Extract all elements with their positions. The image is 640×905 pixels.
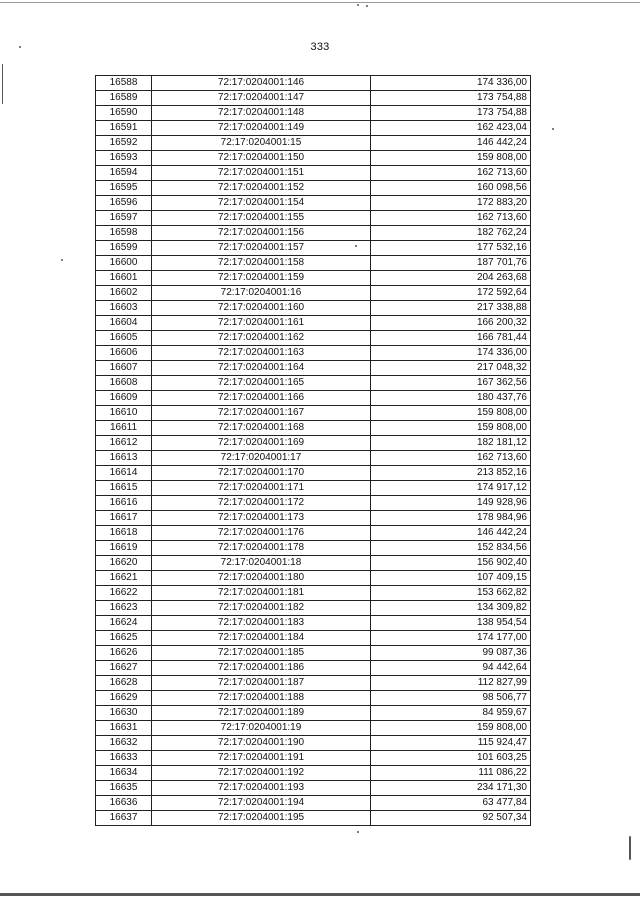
table-row	[96, 661, 531, 676]
cadastral-number-cell: 72:17:0204001:168	[152, 421, 371, 436]
cadastral-number-cell: 72:17:0204001:159	[152, 271, 371, 286]
record-number-cell: 16628	[96, 676, 152, 691]
record-number-cell: 16633	[96, 751, 152, 766]
page-number: 333	[310, 41, 330, 53]
scan-speck	[366, 5, 368, 7]
table-row	[96, 361, 531, 376]
value-cell: 156 902,40	[371, 556, 531, 571]
cadastral-number-cell: 72:17:0204001:169	[152, 436, 371, 451]
value-cell: 174 336,00	[371, 346, 531, 361]
cadastral-number-cell: 72:17:0204001:166	[152, 391, 371, 406]
table-row	[96, 541, 531, 556]
record-number-cell: 16632	[96, 736, 152, 751]
table-row	[96, 496, 531, 511]
value-cell: 177 532,16	[371, 241, 531, 256]
value-cell: 162 713,60	[371, 451, 531, 466]
record-number-cell: 16608	[96, 376, 152, 391]
value-cell: 162 713,60	[371, 166, 531, 181]
table-row	[96, 151, 531, 166]
table-row	[96, 226, 531, 241]
value-cell: 167 362,56	[371, 376, 531, 391]
record-number-cell: 16599	[96, 241, 152, 256]
cadastral-number-cell: 72:17:0204001:154	[152, 196, 371, 211]
table-row	[96, 376, 531, 391]
table-row	[96, 526, 531, 541]
record-number-cell: 16607	[96, 361, 152, 376]
scan-speck	[19, 46, 21, 48]
table-row	[96, 736, 531, 751]
record-number-cell: 16613	[96, 451, 152, 466]
value-cell: 172 883,20	[371, 196, 531, 211]
value-cell: 173 754,88	[371, 106, 531, 121]
cadastral-number-cell: 72:17:0204001:181	[152, 586, 371, 601]
table-row	[96, 421, 531, 436]
record-number-cell: 16604	[96, 316, 152, 331]
value-cell: 174 336,00	[371, 76, 531, 91]
scan-speck	[2, 64, 3, 104]
cadastral-number-cell: 72:17:0204001:158	[152, 256, 371, 271]
cadastral-number-cell: 72:17:0204001:171	[152, 481, 371, 496]
record-number-cell: 16595	[96, 181, 152, 196]
record-number-cell: 16609	[96, 391, 152, 406]
cadastral-number-cell: 72:17:0204001:164	[152, 361, 371, 376]
cadastral-number-cell: 72:17:0204001:183	[152, 616, 371, 631]
scan-speck	[357, 4, 359, 6]
record-number-cell: 16622	[96, 586, 152, 601]
table-row	[96, 676, 531, 691]
record-number-cell: 16636	[96, 796, 152, 811]
value-cell: 162 423,04	[371, 121, 531, 136]
value-cell: 115 924,47	[371, 736, 531, 751]
cadastral-number-cell: 72:17:0204001:160	[152, 301, 371, 316]
table-row	[96, 646, 531, 661]
table-row	[96, 211, 531, 226]
value-cell: 99 087,36	[371, 646, 531, 661]
scan-bottom-edge	[0, 893, 640, 896]
record-number-cell: 16627	[96, 661, 152, 676]
value-cell: 217 048,32	[371, 361, 531, 376]
table-row	[96, 586, 531, 601]
cadastral-number-cell: 72:17:0204001:194	[152, 796, 371, 811]
record-number-cell: 16619	[96, 541, 152, 556]
record-number-cell: 16626	[96, 646, 152, 661]
record-number-cell: 16617	[96, 511, 152, 526]
value-cell: 159 808,00	[371, 421, 531, 436]
record-number-cell: 16603	[96, 301, 152, 316]
table-row	[96, 811, 531, 826]
record-number-cell: 16596	[96, 196, 152, 211]
value-cell: 107 409,15	[371, 571, 531, 586]
value-cell: 138 954,54	[371, 616, 531, 631]
record-number-cell: 16600	[96, 256, 152, 271]
value-cell: 166 200,32	[371, 316, 531, 331]
record-number-cell: 16606	[96, 346, 152, 361]
cadastral-number-cell: 72:17:0204001:156	[152, 226, 371, 241]
record-number-cell: 16589	[96, 91, 152, 106]
cadastral-number-cell: 72:17:0204001:176	[152, 526, 371, 541]
scan-speck	[357, 831, 359, 833]
table-row	[96, 751, 531, 766]
value-cell: 159 808,00	[371, 721, 531, 736]
value-cell: 94 442,64	[371, 661, 531, 676]
cadastral-number-cell: 72:17:0204001:178	[152, 541, 371, 556]
value-cell: 162 713,60	[371, 211, 531, 226]
scan-top-edge	[0, 2, 640, 3]
cadastral-number-cell: 72:17:0204001:16	[152, 286, 371, 301]
table-row	[96, 346, 531, 361]
record-number-cell: 16625	[96, 631, 152, 646]
table-row	[96, 766, 531, 781]
record-number-cell: 16620	[96, 556, 152, 571]
value-cell: 234 171,30	[371, 781, 531, 796]
value-cell: 159 808,00	[371, 406, 531, 421]
table-row	[96, 331, 531, 346]
table-row	[96, 181, 531, 196]
record-number-cell: 16634	[96, 766, 152, 781]
table-row	[96, 391, 531, 406]
cadastral-number-cell: 72:17:0204001:172	[152, 496, 371, 511]
value-cell: 217 338,88	[371, 301, 531, 316]
cadastral-number-cell: 72:17:0204001:188	[152, 691, 371, 706]
cadastral-number-cell: 72:17:0204001:190	[152, 736, 371, 751]
record-number-cell: 16588	[96, 76, 152, 91]
value-cell: 182 762,24	[371, 226, 531, 241]
table-row	[96, 406, 531, 421]
value-cell: 178 984,96	[371, 511, 531, 526]
cadastral-number-cell: 72:17:0204001:184	[152, 631, 371, 646]
record-number-cell: 16612	[96, 436, 152, 451]
value-cell: 92 507,34	[371, 811, 531, 826]
table-row	[96, 121, 531, 136]
scan-speck	[629, 836, 631, 860]
cadastral-number-cell: 72:17:0204001:19	[152, 721, 371, 736]
cadastral-number-cell: 72:17:0204001:192	[152, 766, 371, 781]
table-row	[96, 796, 531, 811]
value-cell: 146 442,24	[371, 136, 531, 151]
cadastral-number-cell: 72:17:0204001:147	[152, 91, 371, 106]
cadastral-number-cell: 72:17:0204001:195	[152, 811, 371, 826]
record-number-cell: 16601	[96, 271, 152, 286]
table-row	[96, 481, 531, 496]
value-cell: 153 662,82	[371, 586, 531, 601]
table-row	[96, 286, 531, 301]
cadastral-number-cell: 72:17:0204001:152	[152, 181, 371, 196]
value-cell: 146 442,24	[371, 526, 531, 541]
cadastral-number-cell: 72:17:0204001:173	[152, 511, 371, 526]
table-row	[96, 436, 531, 451]
table-row	[96, 196, 531, 211]
cadastral-number-cell: 72:17:0204001:167	[152, 406, 371, 421]
table-row	[96, 301, 531, 316]
scan-speck	[61, 259, 63, 261]
cadastral-number-cell: 72:17:0204001:146	[152, 76, 371, 91]
record-number-cell: 16592	[96, 136, 152, 151]
cadastral-number-cell: 72:17:0204001:193	[152, 781, 371, 796]
cadastral-number-cell: 72:17:0204001:157	[152, 241, 371, 256]
record-number-cell: 16591	[96, 121, 152, 136]
value-cell: 174 177,00	[371, 631, 531, 646]
record-number-cell: 16590	[96, 106, 152, 121]
scan-speck	[355, 245, 357, 247]
record-number-cell: 16598	[96, 226, 152, 241]
table-row	[96, 706, 531, 721]
table-row	[96, 136, 531, 151]
cadastral-number-cell: 72:17:0204001:165	[152, 376, 371, 391]
cadastral-number-cell: 72:17:0204001:150	[152, 151, 371, 166]
record-number-cell: 16615	[96, 481, 152, 496]
scan-speck	[552, 128, 554, 130]
table-row	[96, 781, 531, 796]
table-row	[96, 616, 531, 631]
record-number-cell: 16630	[96, 706, 152, 721]
value-cell: 160 098,56	[371, 181, 531, 196]
table-row	[96, 571, 531, 586]
table-row	[96, 631, 531, 646]
table-row	[96, 316, 531, 331]
record-number-cell: 16611	[96, 421, 152, 436]
table-row	[96, 106, 531, 121]
value-cell: 134 309,82	[371, 601, 531, 616]
value-cell: 187 701,76	[371, 256, 531, 271]
table-row	[96, 691, 531, 706]
record-number-cell: 16631	[96, 721, 152, 736]
value-cell: 180 437,76	[371, 391, 531, 406]
cadastral-number-cell: 72:17:0204001:185	[152, 646, 371, 661]
cadastral-number-cell: 72:17:0204001:149	[152, 121, 371, 136]
value-cell: 204 263,68	[371, 271, 531, 286]
table-row	[96, 466, 531, 481]
table-row	[96, 241, 531, 256]
value-cell: 173 754,88	[371, 91, 531, 106]
record-number-cell: 16593	[96, 151, 152, 166]
cadastral-number-cell: 72:17:0204001:151	[152, 166, 371, 181]
cadastral-number-cell: 72:17:0204001:162	[152, 331, 371, 346]
value-cell: 101 603,25	[371, 751, 531, 766]
table-row	[96, 256, 531, 271]
record-number-cell: 16629	[96, 691, 152, 706]
table-row	[96, 166, 531, 181]
cadastral-number-cell: 72:17:0204001:186	[152, 661, 371, 676]
record-number-cell: 16637	[96, 811, 152, 826]
cadastral-number-cell: 72:17:0204001:15	[152, 136, 371, 151]
record-number-cell: 16624	[96, 616, 152, 631]
record-number-cell: 16618	[96, 526, 152, 541]
cadastral-number-cell: 72:17:0204001:182	[152, 601, 371, 616]
cadastral-number-cell: 72:17:0204001:189	[152, 706, 371, 721]
value-cell: 174 917,12	[371, 481, 531, 496]
record-number-cell: 16602	[96, 286, 152, 301]
table-body	[96, 76, 531, 826]
cadastral-number-cell: 72:17:0204001:161	[152, 316, 371, 331]
value-cell: 98 506,77	[371, 691, 531, 706]
cadastral-table	[95, 75, 531, 826]
value-cell: 112 827,99	[371, 676, 531, 691]
record-number-cell: 16623	[96, 601, 152, 616]
table-row	[96, 76, 531, 91]
value-cell: 166 781,44	[371, 331, 531, 346]
cadastral-number-cell: 72:17:0204001:187	[152, 676, 371, 691]
cadastral-number-cell: 72:17:0204001:18	[152, 556, 371, 571]
cadastral-number-cell: 72:17:0204001:163	[152, 346, 371, 361]
table-row	[96, 721, 531, 736]
table-row	[96, 511, 531, 526]
value-cell: 111 086,22	[371, 766, 531, 781]
value-cell: 172 592,64	[371, 286, 531, 301]
cadastral-number-cell: 72:17:0204001:155	[152, 211, 371, 226]
cadastral-number-cell: 72:17:0204001:148	[152, 106, 371, 121]
cadastral-number-cell: 72:17:0204001:17	[152, 451, 371, 466]
record-number-cell: 16610	[96, 406, 152, 421]
cadastral-number-cell: 72:17:0204001:191	[152, 751, 371, 766]
table-row	[96, 556, 531, 571]
table-row	[96, 451, 531, 466]
table-row	[96, 91, 531, 106]
value-cell: 213 852,16	[371, 466, 531, 481]
value-cell: 159 808,00	[371, 151, 531, 166]
record-number-cell: 16597	[96, 211, 152, 226]
cadastral-number-cell: 72:17:0204001:180	[152, 571, 371, 586]
value-cell: 63 477,84	[371, 796, 531, 811]
record-number-cell: 16594	[96, 166, 152, 181]
cadastral-number-cell: 72:17:0204001:170	[152, 466, 371, 481]
value-cell: 182 181,12	[371, 436, 531, 451]
table-row	[96, 271, 531, 286]
table-row	[96, 601, 531, 616]
record-number-cell: 16614	[96, 466, 152, 481]
record-number-cell: 16621	[96, 571, 152, 586]
record-number-cell: 16616	[96, 496, 152, 511]
value-cell: 149 928,96	[371, 496, 531, 511]
record-number-cell: 16635	[96, 781, 152, 796]
value-cell: 84 959,67	[371, 706, 531, 721]
record-number-cell: 16605	[96, 331, 152, 346]
value-cell: 152 834,56	[371, 541, 531, 556]
